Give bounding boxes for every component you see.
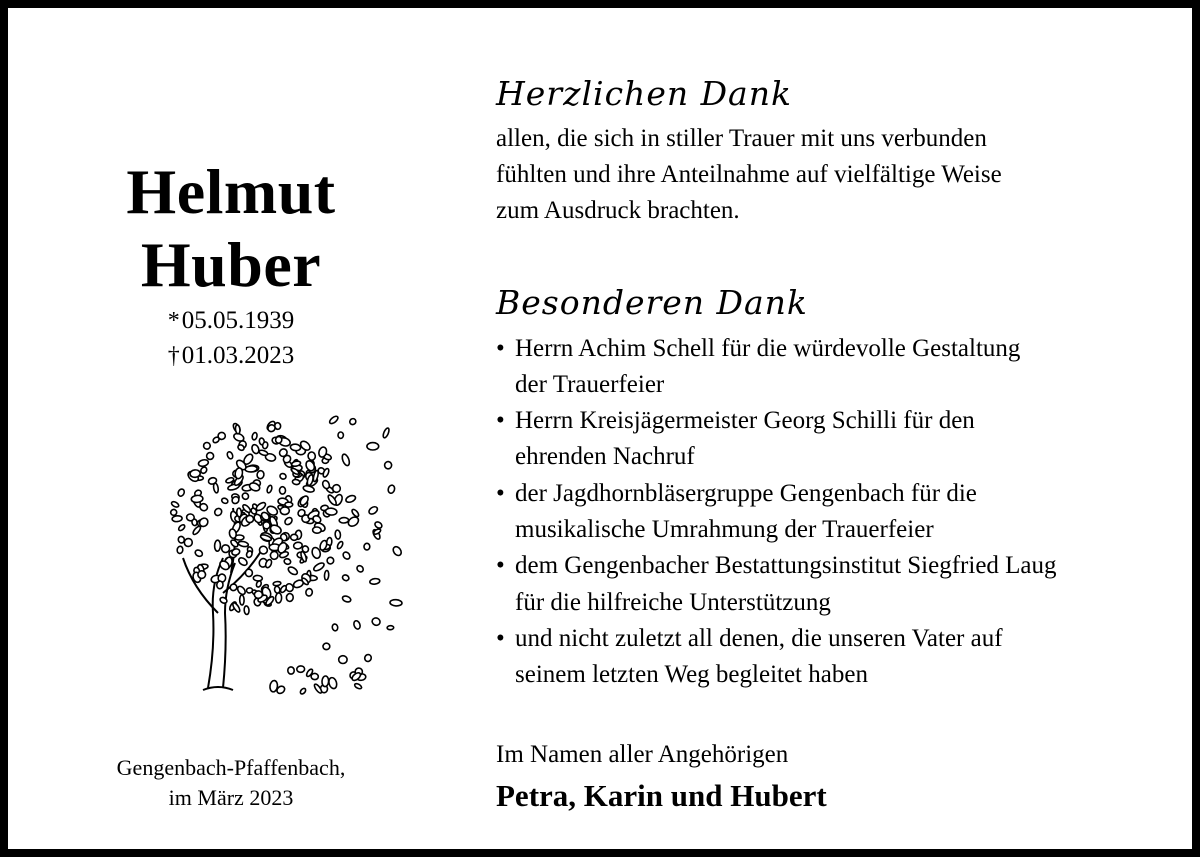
last-name: Huber xyxy=(140,229,322,300)
birth-symbol: * xyxy=(167,308,180,334)
death-symbol: † xyxy=(167,343,180,369)
signature-preface: Im Namen aller Angehörigen xyxy=(496,741,789,768)
thanks-line: allen, die sich in stiller Trauer mit uns verbunden xyxy=(496,125,987,152)
bullet: • xyxy=(496,552,505,579)
thanks-item-line: der Jagdhornbläsergruppe Gengenbach für die xyxy=(515,480,977,507)
thanks-item-line: der Trauerfeier xyxy=(515,371,665,398)
thanks-item-line: dem Gengenbacher Bestattungsinstitut Siegfried Laug xyxy=(515,552,1057,579)
thanks-item-line: Herrn Kreisjägermeister Georg Schilli für den xyxy=(515,407,975,434)
thanks-item-line: musikalische Umrahmung der Trauerfeier xyxy=(515,516,934,543)
first-name: Helmut xyxy=(126,156,336,227)
thanks-line: zum Ausdruck brachten. xyxy=(496,197,740,224)
thanks-line: fühlten und ihre Anteilnahme auf vielfältige Weise xyxy=(496,161,1002,188)
place-line-2: im März 2023 xyxy=(168,785,294,810)
tree-with-falling-leaves-icon xyxy=(163,398,413,708)
signature-names: Petra, Karin und Hubert xyxy=(496,778,827,813)
place-line-1: Gengenbach-Pfaffenbach, xyxy=(116,755,346,780)
thanks-item-line: für die hilfreiche Unterstützung xyxy=(515,589,831,616)
death-date: 01.03.2023 xyxy=(181,342,295,369)
bullet: • xyxy=(496,625,505,652)
thanks-item-line: und nicht zuletzt all denen, die unseren Vater auf xyxy=(515,625,1003,652)
thanks-item-line: Herrn Achim Schell für die würdevolle Gestaltung xyxy=(515,335,1021,362)
thanks-item-line: seinem letzten Weg begleitet haben xyxy=(515,661,868,688)
bullet: • xyxy=(496,335,505,362)
thanks-item-line: ehrenden Nachruf xyxy=(515,443,695,470)
thanks-heading: Herzlichen Dank xyxy=(496,74,792,113)
bullet: • xyxy=(496,480,505,507)
special-thanks-heading: Besonderen Dank xyxy=(496,283,808,322)
bullet: • xyxy=(496,407,505,434)
birth-date: 05.05.1939 xyxy=(181,307,295,334)
birth-date-line xyxy=(68,306,394,336)
death-date-line xyxy=(68,341,394,371)
